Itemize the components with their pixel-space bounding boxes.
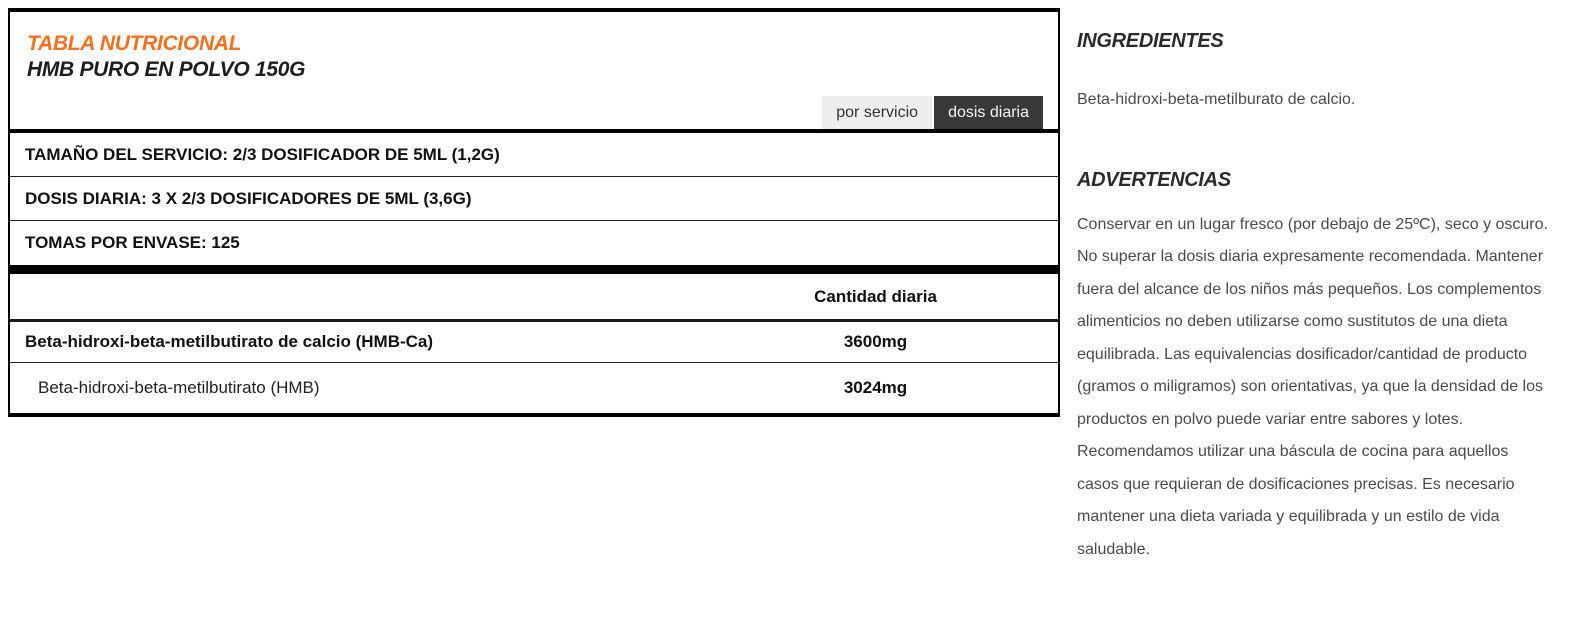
ingredients-text: Beta-hidroxi-beta-metilburato de calcio. <box>1077 91 1356 108</box>
warnings-text: Conservar en un lugar fresco (por debajo de 25ºC), seco y oscuro. No superar la dosis diaria expresamente recomendada. Mantener fuera del alcance de los niños más pequeños. Los complementos alimenticios no deben utilizarse como sustitutos de una dieta equilibrada. Las equivalencias dosificador/cantidad de producto (gramos o miligramos) son orientativas, ya que la densidad de los productos en polvo puede variar entre sabores y lotes. Recomendamos utilizar una báscula de cocina para aquellos casos que requieran de dosificaciones precisas. Es necesario mantener una dieta variada y equilibrada y un estilo de vida saludable. <box>1077 215 1548 558</box>
warnings-heading: ADVERTENCIAS <box>1077 168 1231 191</box>
ingredients-heading: INGREDIENTES <box>1077 30 1224 52</box>
amount-header-row <box>10 274 1058 322</box>
table-header <box>10 12 1058 133</box>
nutrient-name: Beta-hidroxi-beta-metilbutirato de calcio (HMB-Ca) <box>25 332 434 351</box>
servings-per-container-row: TOMAS POR ENVASE: 125 <box>25 233 240 252</box>
view-toggle-group <box>822 96 1043 129</box>
table-title: TABLA NUTRICIONAL <box>27 32 242 55</box>
daily-dose-row: DOSIS DIARIA: 3 X 2/3 DOSIFICADORES DE 5ML (3,6G) <box>10 177 1058 221</box>
info-column <box>1077 28 1549 566</box>
product-name: HMB PURO EN POLVO 150G <box>27 58 306 81</box>
nutrient-row-hmb <box>10 363 1058 413</box>
toggle-dosis-diaria[interactable]: dosis diaria <box>934 96 1043 129</box>
nutrient-row-hmb-ca <box>10 322 1058 363</box>
amount-column-header: Cantidad diaria <box>814 286 937 306</box>
serving-size-row: TAMAÑO DEL SERVICIO: 2/3 DOSIFICADOR DE 5ML (1,2G) <box>10 133 1058 177</box>
nutrient-name: Beta-hidroxi-beta-metilbutirato (HMB) <box>38 378 320 397</box>
nutrient-amount: 3024mg <box>843 378 908 397</box>
toggle-por-servicio[interactable]: por servicio <box>822 96 932 129</box>
nutrient-amount: 3600mg <box>843 332 908 351</box>
nutrition-table <box>8 8 1060 417</box>
section-divider <box>10 265 1058 274</box>
